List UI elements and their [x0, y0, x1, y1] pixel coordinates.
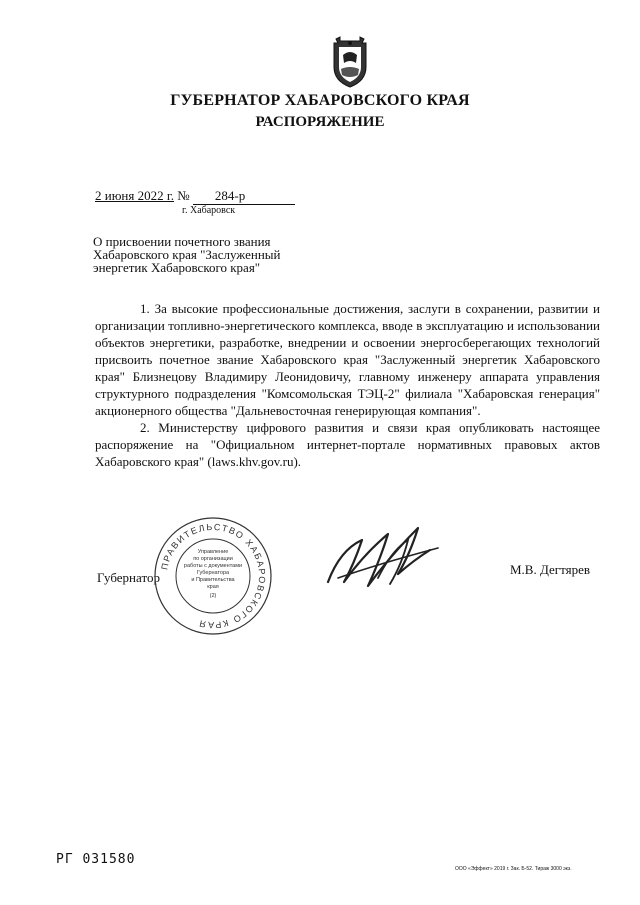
document-date: 2 июня 2022 г.	[95, 188, 174, 203]
document-subject	[93, 235, 323, 274]
khabarovsk-krai-emblem-icon	[326, 33, 374, 89]
number-label: №	[177, 188, 190, 203]
stamp-line: по организации	[193, 556, 233, 562]
handwritten-signature-icon	[318, 520, 468, 600]
stamp-ring-text: ПРАВИТЕЛЬСТВО ХАБАРОВСКОГО КРАЯ	[159, 521, 268, 631]
signer-name: М.В. Дегтярев	[510, 562, 591, 577]
document-type: РАСПОРЯЖЕНИЕ	[255, 114, 385, 130]
document-number: 284-р	[193, 188, 295, 205]
stamp-line: Губернатора	[196, 570, 230, 576]
document-title: ГУБЕРНАТОР ХАБАРОВСКОГО КРАЯ	[170, 92, 470, 109]
official-stamp	[152, 515, 274, 637]
paragraph-2: 2. Министерству цифрового развития и связи края опубликовать настоящее распоряжение на "Официальном интернет-портале нормативных правовых актов Хабаровского края" (laws.khv.gov.ru).	[95, 420, 600, 469]
printer-info: ООО «Эффект» 2019 г. Зак. Б-52. Тираж 3000 экз.	[455, 866, 572, 872]
stamp-line: и Правительства	[191, 577, 235, 583]
subject-line: Хабаровского края "Заслуженный	[93, 247, 281, 262]
signer-position: Губернатор	[97, 570, 160, 585]
subject-line: энергетик Хабаровского края"	[93, 260, 261, 275]
stamp-line: Управление	[197, 549, 229, 555]
form-serial-number: РГ 031580	[56, 852, 136, 867]
document-body	[95, 300, 600, 470]
stamp-line: края	[207, 584, 219, 590]
document-date-line	[95, 188, 295, 205]
paragraph-1: 1. За высокие профессиональные достижения, заслуги в сохранении, развитии и организации топливно-энергетического комплекса, вводе в эксплуатацию и использовании объектов энергетики, разработке, внедрении и освоении энергосберегающих технологий присвоить почетное звание Хабаровского края "Заслуженный энергетик Хабаровского края" Близнецову Владимиру Леонидовичу, главному инженеру аппарата управления структурного подразделения "Комсомольская ТЭЦ-2" филиала "Хабаровская генерация" акционерного общества "Дальневосточная генерирующая компания".	[95, 301, 600, 418]
subject-line: О присвоении почетного звания	[93, 234, 271, 249]
stamp-line: (2)	[209, 593, 217, 599]
document-city: г. Хабаровск	[182, 205, 236, 216]
stamp-line: работы с документами	[183, 563, 243, 569]
